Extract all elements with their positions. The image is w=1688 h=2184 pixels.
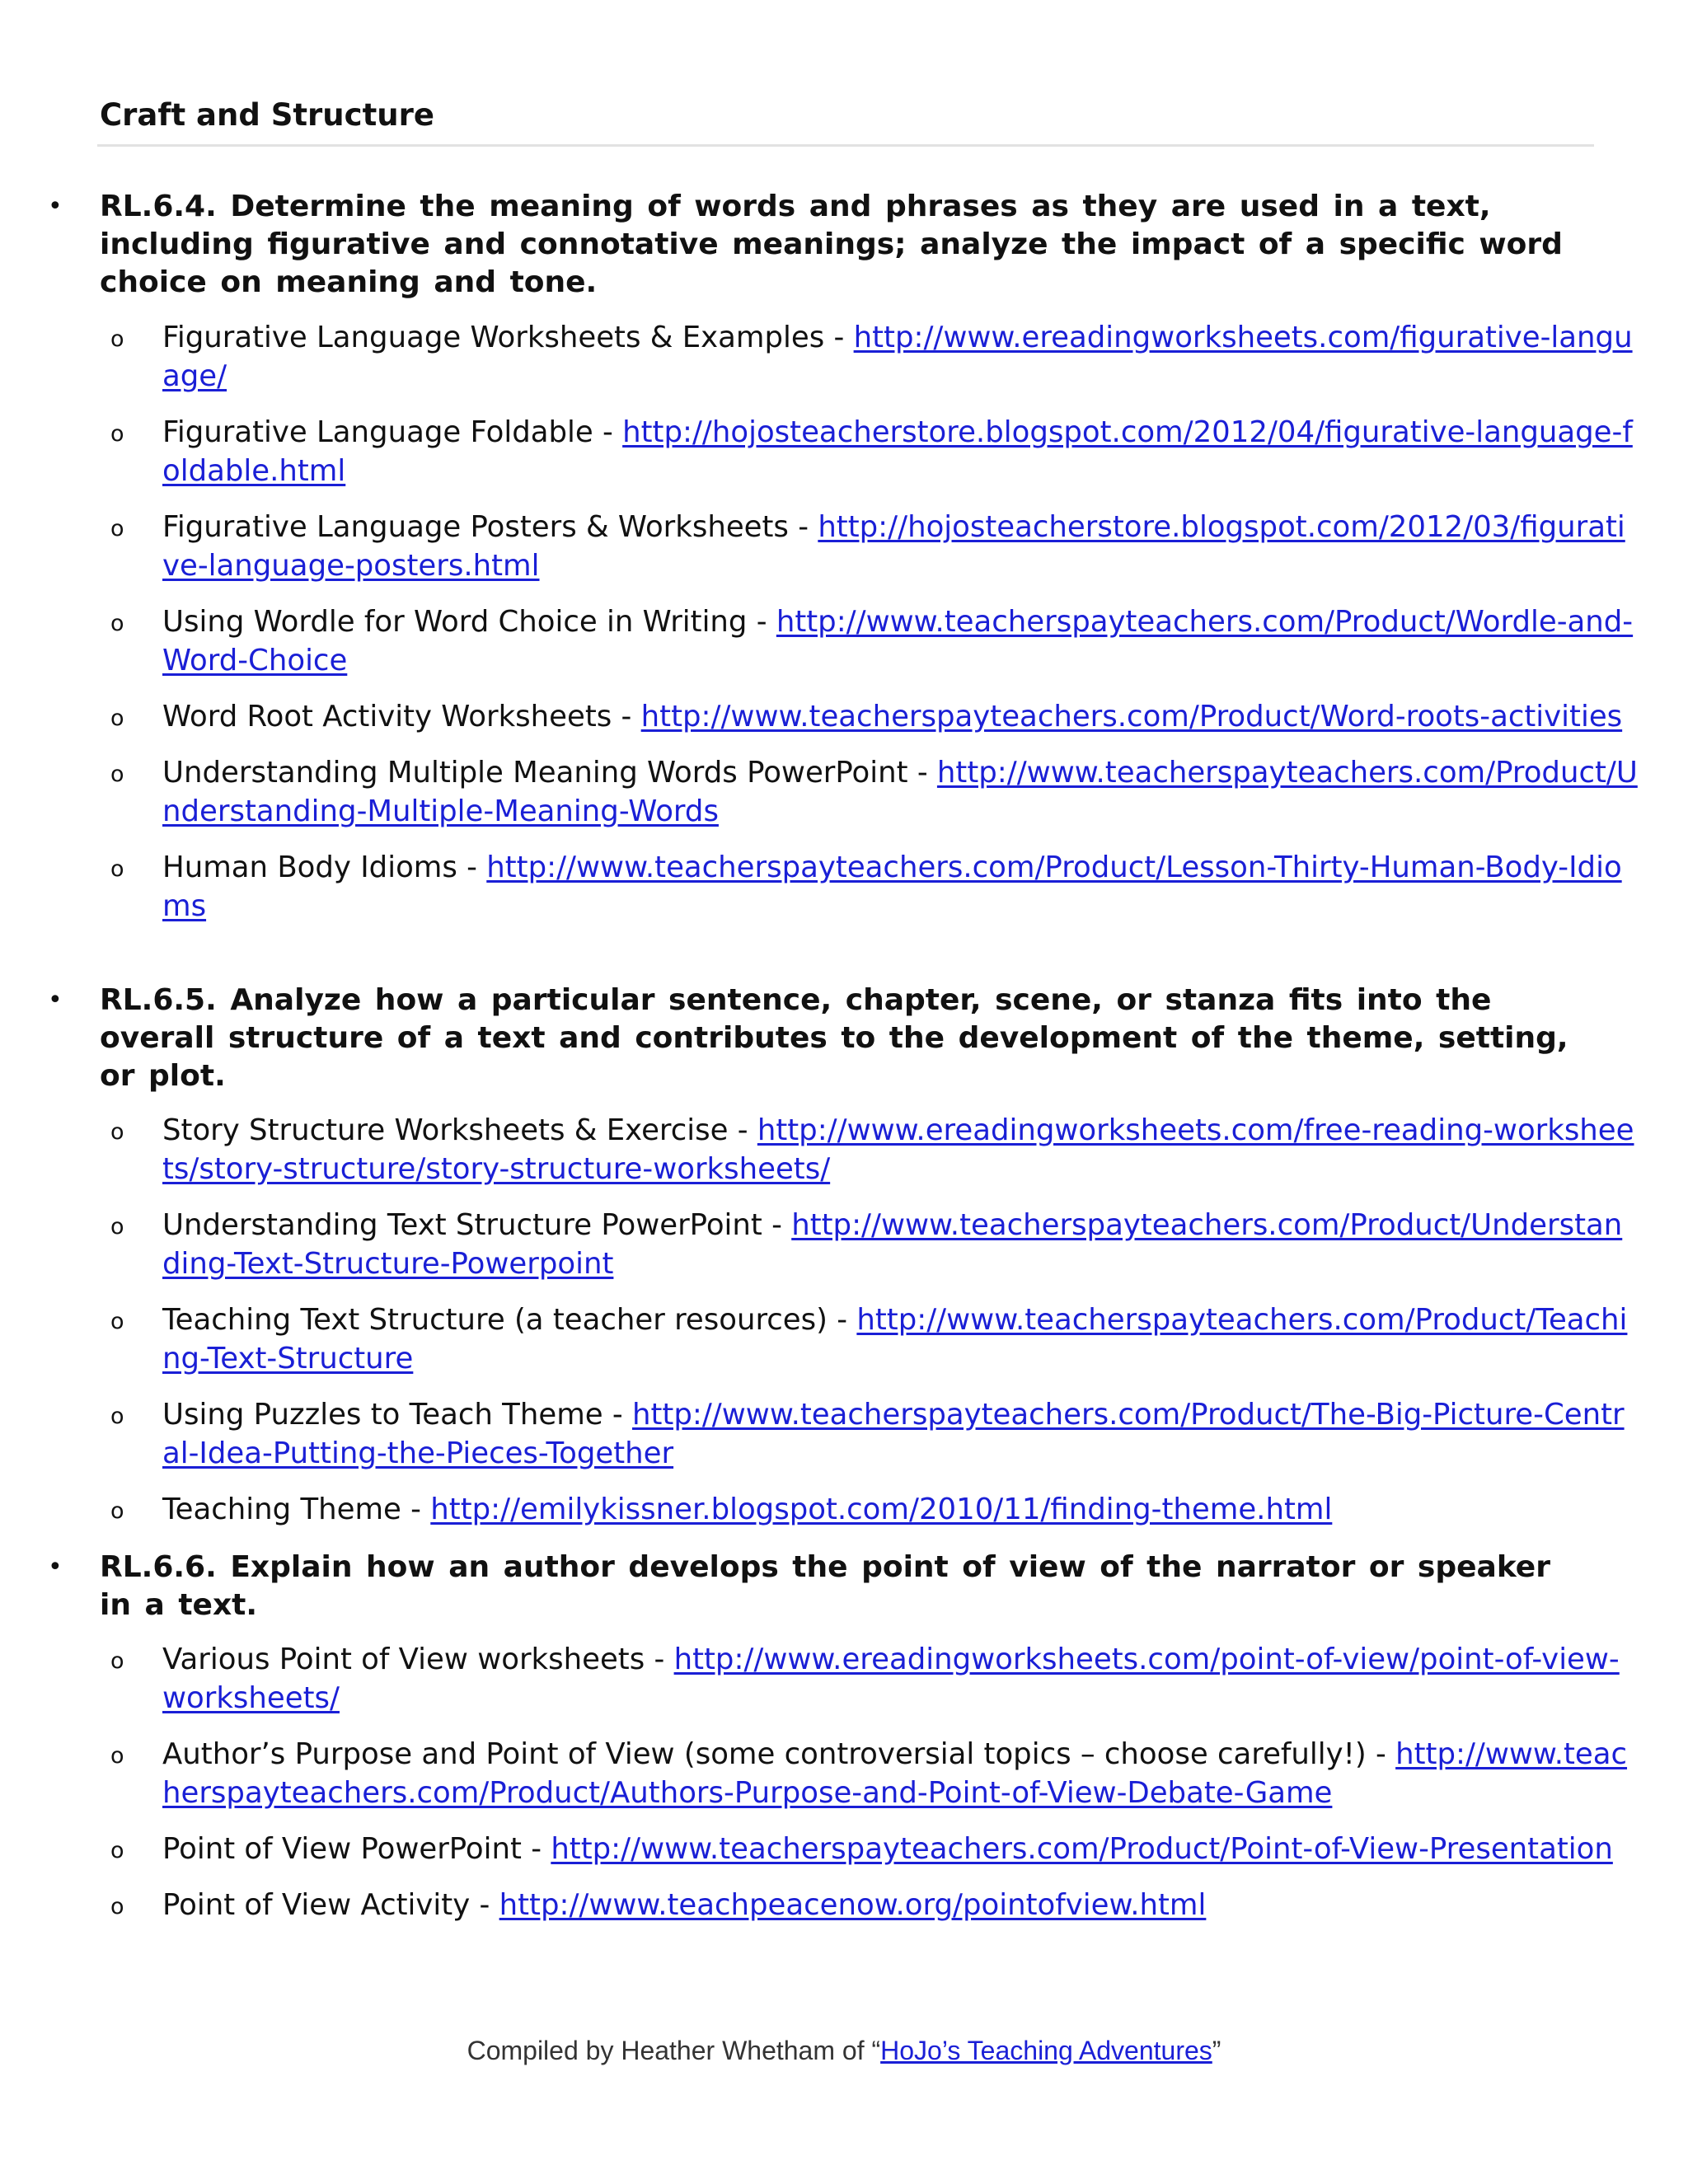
resource-link[interactable]: http://www.teacherspayteachers.com/Product/Point-of-View-Presentation: [551, 1832, 1613, 1866]
resource-label: Teaching Text Structure (a teacher resources) -: [162, 1303, 857, 1337]
footer-credit: [0, 2036, 1688, 2066]
resource-item: [110, 1640, 1638, 1718]
resource-item: [110, 1490, 1638, 1529]
resource-list: [48, 1111, 1634, 1529]
resource-link[interactable]: http://www.teacherspayteachers.com/Product/Lesson-Thirty-Human-Body-Idioms: [162, 851, 1622, 923]
resource-item: [110, 1886, 1638, 1924]
circle-bullet-icon: o: [110, 421, 124, 447]
resource-item: [110, 1735, 1638, 1812]
resource-label: Figurative Language Foldable -: [162, 415, 623, 449]
resource-item: [110, 848, 1638, 926]
resource-item: [110, 602, 1638, 680]
circle-bullet-icon: o: [110, 1838, 124, 1863]
resource-label: Teaching Theme -: [162, 1493, 431, 1526]
resource-item: [110, 318, 1638, 396]
circle-bullet-icon: o: [110, 326, 124, 352]
resource-link[interactable]: http://www.ereadingworksheets.com/point-of-view/point-of-view-worksheets/: [162, 1643, 1620, 1715]
resource-item: [110, 1395, 1638, 1473]
standard-text: RL.6.4. Determine the meaning of words and phrases as they are used in a text, including figurative and connotative meanings; analyze the impact of a specific word choice on meaning and tone.: [100, 190, 1563, 299]
standard-item-rl-6-4: [48, 188, 1638, 926]
resource-link[interactable]: http://www.teacherspayteachers.com/Product/Understanding-Text-Structure-Powerpoint: [162, 1208, 1623, 1281]
resource-link[interactable]: http://www.teacherspayteachers.com/Product/Authors-Purpose-and-Point-of-View-Debate-Game: [162, 1737, 1628, 1810]
circle-bullet-icon: o: [110, 1309, 124, 1334]
resource-label: Figurative Language Posters & Worksheets -: [162, 510, 818, 544]
blog-link[interactable]: HoJo’s Teaching Adventures: [880, 2036, 1212, 2065]
resource-link[interactable]: http://hojosteacherstore.blogspot.com/2012/03/figurative-language-posters.html: [162, 510, 1625, 583]
resource-link[interactable]: http://www.ereadingworksheets.com/free-reading-worksheets/story-structure/story-structure-worksheets/: [162, 1113, 1634, 1186]
circle-bullet-icon: o: [110, 611, 124, 636]
resource-item: [110, 1830, 1638, 1868]
resource-label: Using Wordle for Word Choice in Writing -: [162, 605, 776, 639]
resource-label: Point of View PowerPoint -: [162, 1832, 551, 1866]
resource-list: [48, 318, 1638, 926]
resource-label: Story Structure Worksheets & Exercise -: [162, 1113, 757, 1147]
section-heading: Craft and Structure: [100, 97, 434, 133]
standard-text: RL.6.6. Explain how an author develops the point of view of the narrator or speaker in a text.: [100, 1550, 1550, 1622]
resource-label: Author’s Purpose and Point of View (some controversial topics – choose carefully!) -: [162, 1737, 1396, 1771]
standard-item-rl-6-5: [48, 982, 1634, 1529]
circle-bullet-icon: o: [110, 856, 124, 882]
resource-link[interactable]: http://hojosteacherstore.blogspot.com/2012/04/figurative-language-foldable.html: [162, 415, 1633, 488]
resource-item: [110, 1301, 1638, 1378]
resource-item: [110, 1111, 1638, 1188]
bullet-icon: •: [48, 192, 63, 221]
standard-item-rl-6-6: [48, 1549, 1628, 1924]
resource-list: [48, 1640, 1628, 1924]
circle-bullet-icon: o: [110, 1894, 124, 1919]
footer-prefix: Compiled by Heather Whetham of “: [467, 2036, 881, 2065]
resource-link[interactable]: http://www.teacherspayteachers.com/Product/The-Big-Picture-Central-Idea-Putting-the-Pieces-Together: [162, 1398, 1625, 1470]
resource-label: Using Puzzles to Teach Theme -: [162, 1398, 632, 1432]
circle-bullet-icon: o: [110, 1214, 124, 1240]
resource-label: Understanding Text Structure PowerPoint -: [162, 1208, 792, 1242]
resource-item: [110, 1206, 1638, 1283]
resource-link[interactable]: http://www.teachpeacenow.org/pointofview.html: [499, 1888, 1207, 1922]
circle-bullet-icon: o: [110, 705, 124, 731]
resource-link[interactable]: http://www.teacherspayteachers.com/Product/Teaching-Text-Structure: [162, 1303, 1628, 1376]
bullet-icon: •: [48, 986, 63, 1015]
resource-label: Understanding Multiple Meaning Words PowerPoint -: [162, 756, 937, 790]
resource-label: Word Root Activity Worksheets -: [162, 700, 641, 733]
resource-link[interactable]: http://www.teacherspayteachers.com/Product/Word-roots-activities: [640, 700, 1623, 733]
footer-suffix: ”: [1212, 2036, 1221, 2065]
resource-link[interactable]: http://www.ereadingworksheets.com/figurative-language/: [162, 321, 1633, 393]
standard-text: RL.6.5. Analyze how a particular sentence, chapter, scene, or stanza fits into the overall structure of a text and contributes to the development of the theme, setting, or plot.: [100, 983, 1568, 1093]
resource-item: [110, 508, 1638, 585]
circle-bullet-icon: o: [110, 1743, 124, 1769]
circle-bullet-icon: o: [110, 1404, 124, 1429]
circle-bullet-icon: o: [110, 1498, 124, 1524]
resource-item: [110, 753, 1638, 831]
circle-bullet-icon: o: [110, 1119, 124, 1145]
resource-label: Point of View Activity -: [162, 1888, 499, 1922]
resource-label: Human Body Idioms -: [162, 851, 487, 884]
resource-link[interactable]: http://www.teacherspayteachers.com/Product/Understanding-Multiple-Meaning-Words: [162, 756, 1638, 828]
resource-link[interactable]: http://emilykissner.blogspot.com/2010/11/finding-theme.html: [430, 1493, 1333, 1526]
resource-label: Various Point of View worksheets -: [162, 1643, 674, 1676]
circle-bullet-icon: o: [110, 516, 124, 541]
resource-item: [110, 697, 1638, 736]
resource-link[interactable]: http://www.teacherspayteachers.com/Product/Wordle-and-Word-Choice: [162, 605, 1634, 677]
resource-label: Figurative Language Worksheets & Examples -: [162, 321, 854, 354]
resource-item: [110, 413, 1638, 490]
circle-bullet-icon: o: [110, 762, 124, 787]
circle-bullet-icon: o: [110, 1648, 124, 1674]
bullet-icon: •: [48, 1553, 63, 1582]
heading-divider: [97, 144, 1594, 147]
